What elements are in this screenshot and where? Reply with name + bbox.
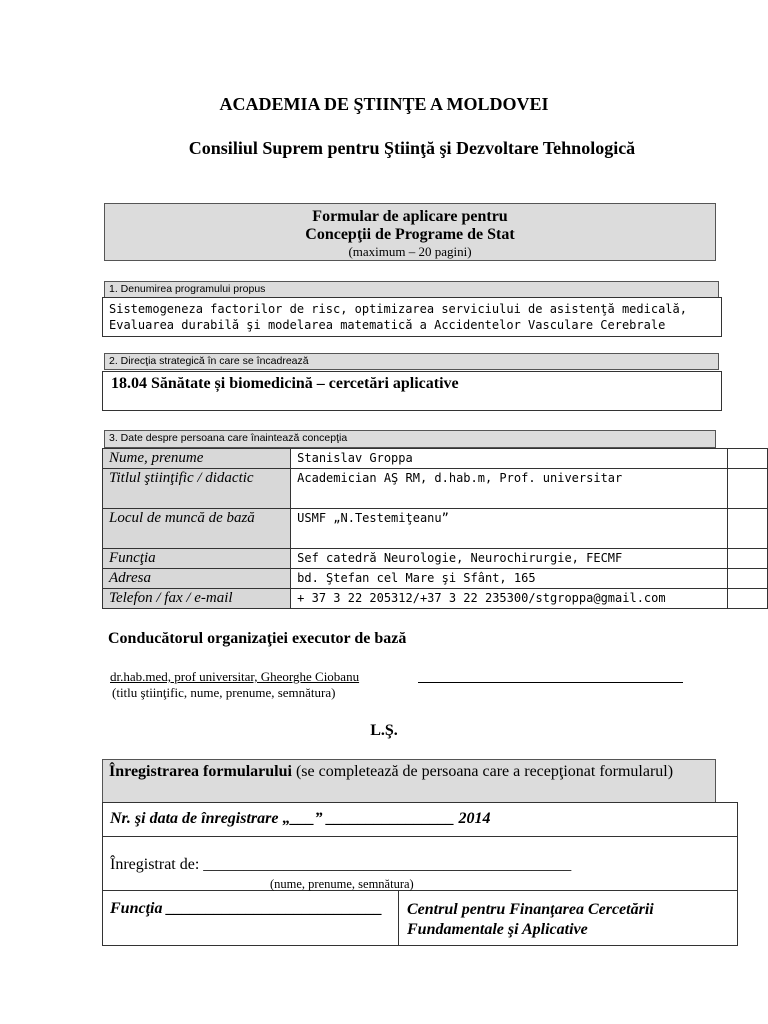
row-key: Locul de muncă de bază xyxy=(103,509,291,549)
row-value: bd. Ştefan cel Mare şi Sfânt, 165 xyxy=(291,569,727,589)
divider xyxy=(102,836,738,837)
form-title-line2: Concepţii de Programe de Stat xyxy=(305,226,515,243)
section2-label: 2. Direcţia strategică în care se încadrează xyxy=(104,353,719,370)
form-title-line3: (maximum – 20 pagini) xyxy=(348,244,472,259)
registration-heading-bold: Înregistrarea formularului xyxy=(109,763,292,780)
row-empty-cell xyxy=(727,509,767,549)
row-key: Funcţia xyxy=(103,549,291,569)
table-row xyxy=(103,549,768,569)
table-row xyxy=(103,589,768,609)
divider xyxy=(398,890,399,946)
registered-by-line: Înregistrat de: ______________________________________________ xyxy=(110,856,572,873)
registered-by-caption: (nume, prenume, semnătura) xyxy=(270,877,414,891)
divider xyxy=(102,890,738,891)
table-row xyxy=(103,509,768,549)
row-key: Adresa xyxy=(103,569,291,589)
section1-label: 1. Denumirea programului propus xyxy=(104,281,719,298)
stamp-place-label: L.Ş. xyxy=(370,722,398,739)
row-value: Academician AŞ RM, d.hab.m, Prof. universitar xyxy=(291,469,727,509)
row-key: Nume, prenume xyxy=(103,449,291,469)
funding-center-label: Centrul pentru Finanţarea Cercetării Fundamentale şi Aplicative xyxy=(407,901,654,938)
row-value: + 37 3 22 205312/+37 3 22 235300/stgroppa@gmail.com xyxy=(291,589,727,609)
leader-heading: Conducătorul organizaţiei executor de bază xyxy=(108,630,407,647)
section1-value: Sistemogeneza factorilor de risc, optimizarea serviciului de asistenţă medicală, Evaluarea durabilă şi modelarea matematică a Accidentelor Vasculare Cerebrale xyxy=(102,297,722,337)
row-empty-cell xyxy=(727,589,767,609)
leader-signature-text: dr.hab.med, prof universitar, Gheorghe Ciobanu xyxy=(110,669,360,684)
row-key: Telefon / fax / e-mail xyxy=(103,589,291,609)
table-row xyxy=(103,469,768,509)
leader-caption: (titlu ştiinţific, nume, prenume, semnătura) xyxy=(112,685,336,700)
registration-heading xyxy=(102,759,716,803)
council-title: Consiliul Suprem pentru Ştiinţă şi Dezvoltare Tehnologică xyxy=(188,138,636,158)
section3-label: 3. Date despre persoana care înaintează concepţia xyxy=(104,430,716,448)
academy-title: ACADEMIA DE ŞTIINŢE A MOLDOVEI xyxy=(219,94,549,114)
row-empty-cell xyxy=(727,569,767,589)
table-row xyxy=(103,569,768,589)
row-value: USMF „N.Testemiţeanu” xyxy=(291,509,727,549)
row-key: Titlul ştiinţific / didactic xyxy=(103,469,291,509)
row-value: Sef catedră Neurologie, Neurochirurgie, FECMF xyxy=(291,549,727,569)
registration-number-text: Nr. şi data de înregistrare „___” ________________ 2014 xyxy=(110,810,491,827)
table-row xyxy=(103,449,768,469)
registration-number-line xyxy=(110,810,490,828)
signature-line xyxy=(418,682,683,683)
row-value: Stanislav Groppa xyxy=(291,449,727,469)
row-empty-cell xyxy=(727,449,767,469)
registration-heading-note: (se completează de persoana care a recepţionat formularul) xyxy=(291,763,674,780)
section2-value: 18.04 Sănătate și biomedicină – cercetări aplicative xyxy=(102,371,722,411)
row-empty-cell xyxy=(727,469,767,509)
form-title-box xyxy=(104,203,716,261)
person-table xyxy=(102,448,768,609)
form-title-line1: Formular de aplicare pentru xyxy=(312,208,508,225)
row-empty-cell xyxy=(727,549,767,569)
function-line: Funcţia ___________________________ xyxy=(110,900,383,917)
